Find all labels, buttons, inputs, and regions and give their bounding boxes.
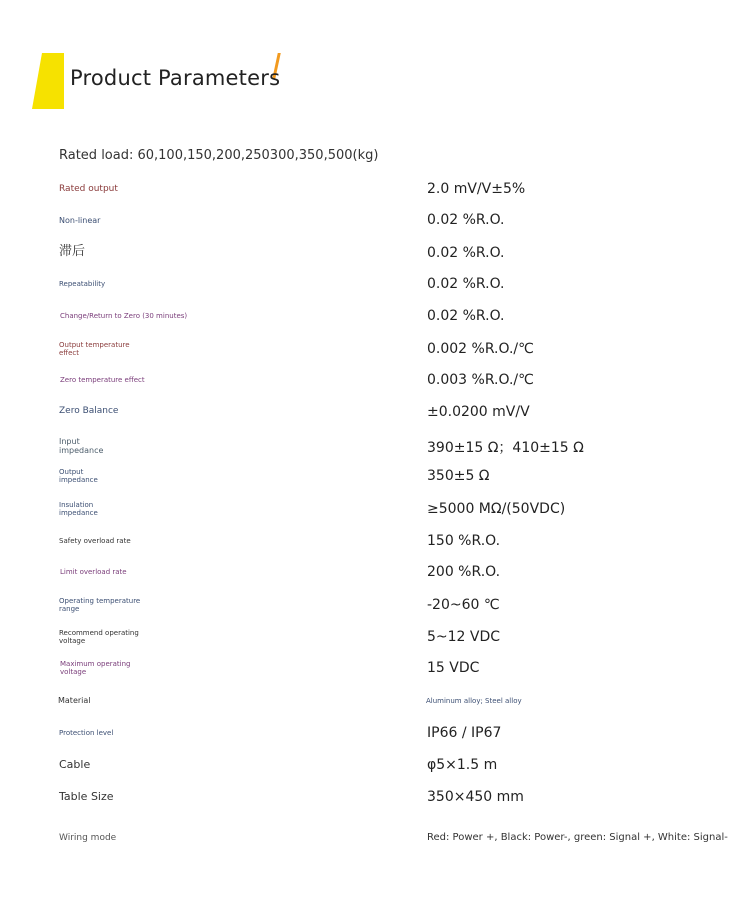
rated-load-text: Rated load: 60,100,150,200,250300,350,500(kg) xyxy=(59,148,379,163)
param-value: φ5×1.5 m xyxy=(427,757,498,773)
param-label: Material xyxy=(58,696,91,705)
param-value: 0.003 %R.O./℃ xyxy=(427,372,534,388)
title-accent-yellow-block xyxy=(32,53,64,109)
param-value: 350×450 mm xyxy=(427,789,524,805)
param-value: Aluminum alloy; Steel alloy xyxy=(426,697,522,705)
param-value: 150 %R.O. xyxy=(427,533,501,549)
param-label: 滞后 xyxy=(59,244,86,259)
param-value: ±0.0200 mV/V xyxy=(427,404,530,420)
param-value: 0.002 %R.O./℃ xyxy=(427,341,534,357)
param-value: 350±5 Ω xyxy=(427,468,490,484)
param-value: 5~12 VDC xyxy=(427,629,501,645)
param-value: ≥5000 MΩ/(50VDC) xyxy=(427,501,566,517)
param-label: Limit overload rate xyxy=(60,568,127,576)
param-value: 0.02 %R.O. xyxy=(427,245,505,261)
param-label: Protection level xyxy=(59,729,114,737)
param-label: Cable xyxy=(59,758,91,771)
param-label: Output temperature effect xyxy=(59,341,130,358)
param-label: Recommend operating voltage xyxy=(59,629,139,646)
param-label: Rated output xyxy=(59,184,118,194)
param-label: Wiring mode xyxy=(59,833,117,843)
param-label: Zero Balance xyxy=(59,406,119,416)
param-label: Repeatability xyxy=(59,280,106,288)
param-label: Insulation impedance xyxy=(59,501,98,518)
param-label: Safety overload rate xyxy=(59,537,131,545)
param-value: 0.02 %R.O. xyxy=(427,212,505,228)
param-value: Red: Power +, Black: Power-, green: Signal +, White: Signal- xyxy=(427,832,728,843)
param-value: 2.0 mV/V±5% xyxy=(427,181,526,197)
param-value: -20~60 ℃ xyxy=(427,597,500,613)
page-title: Product Parameters xyxy=(70,66,281,90)
param-value: IP66 / IP67 xyxy=(427,725,502,741)
param-label: Output impedance xyxy=(59,468,98,485)
param-label: Operating temperature range xyxy=(59,597,141,614)
param-value: 15 VDC xyxy=(427,660,480,676)
param-value: 390±15 Ω；410±15 Ω xyxy=(427,440,584,456)
param-value: 200 %R.O. xyxy=(427,564,501,580)
param-label: Change/Return to Zero (30 minutes) xyxy=(60,312,188,320)
param-label: Maximum operating voltage xyxy=(60,660,131,677)
param-value: 0.02 %R.O. xyxy=(427,308,505,324)
param-value: 0.02 %R.O. xyxy=(427,276,505,292)
param-label: Non-linear xyxy=(59,216,101,225)
param-label: Input impedance xyxy=(59,437,104,456)
param-label: Table Size xyxy=(59,790,114,803)
param-label: Zero temperature effect xyxy=(60,376,145,384)
